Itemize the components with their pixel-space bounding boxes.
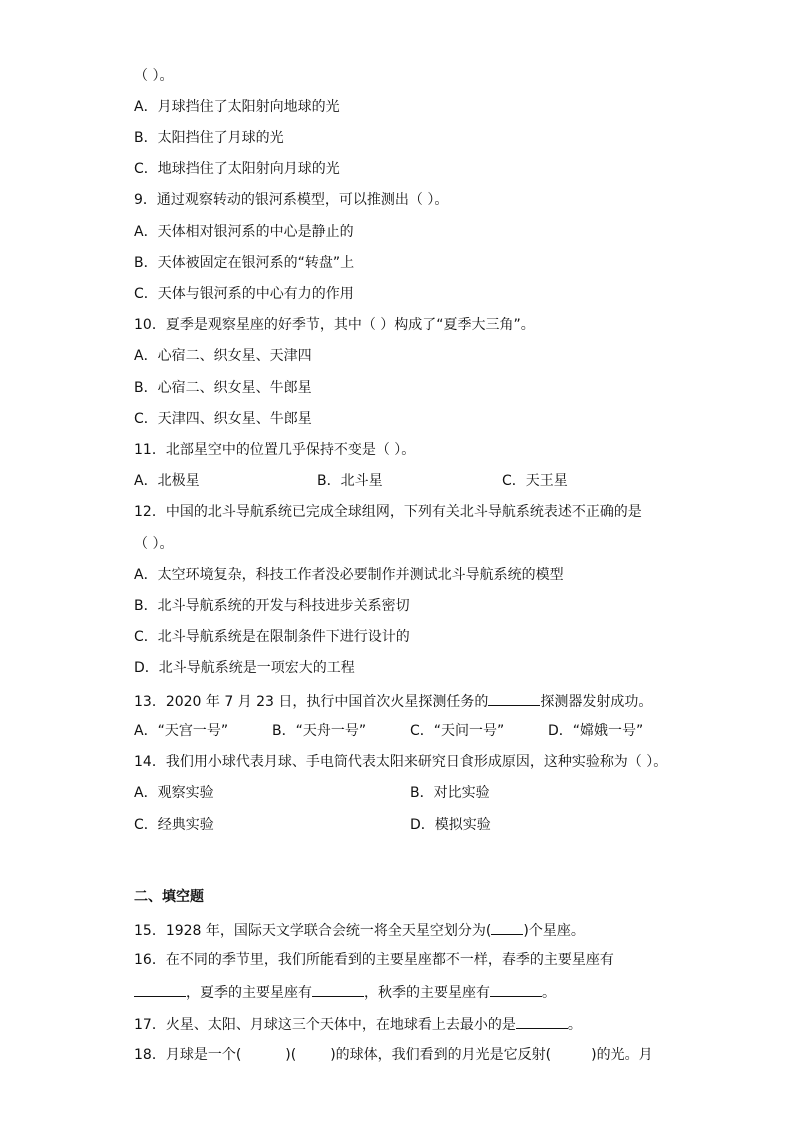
q16-spring-blank[interactable] bbox=[134, 980, 186, 997]
q14-option-c: C．经典实验 bbox=[134, 817, 214, 833]
q18-part2: )( bbox=[285, 1047, 297, 1063]
q16-mid2: ，秋季的主要星座有 bbox=[364, 985, 490, 1001]
q9-option-c: C．天体与银河系的中心有力的作用 bbox=[134, 286, 354, 302]
q8-option-a: A．月球挡住了太阳射向地球的光 bbox=[134, 99, 340, 115]
q13-option-d: D．“嫦娥一号” bbox=[548, 723, 644, 739]
q16-summer-blank[interactable] bbox=[312, 980, 364, 997]
q11-stem: 11．北部星空中的位置几乎保持不变是（ ）。 bbox=[134, 442, 416, 458]
q14-stem: 14．我们用小球代表月球、手电筒代表太阳来研究日食形成原因，这种实验称为（ ）。 bbox=[134, 754, 668, 770]
q18-part1: 18．月球是一个( bbox=[134, 1047, 242, 1063]
q18-blank-3[interactable] bbox=[551, 1043, 591, 1059]
q17-answer-blank[interactable] bbox=[516, 1012, 568, 1029]
q11-options bbox=[134, 470, 654, 492]
q16-autumn-blank[interactable] bbox=[490, 980, 542, 997]
q8-tail: （ ）。 bbox=[134, 68, 174, 84]
q13-option-b: B．“天舟一号” bbox=[272, 723, 367, 739]
q9-stem: 9．通过观察转动的银河系模型，可以推测出（ ）。 bbox=[134, 192, 449, 208]
q9-option-a: A．天体相对银河系的中心是静止的 bbox=[134, 224, 354, 240]
q15-stem bbox=[134, 918, 585, 940]
q12-option-d: D．北斗导航系统是一项宏大的工程 bbox=[134, 660, 355, 676]
q12-option-b: B．北斗导航系统的开发与科技进步关系密切 bbox=[134, 598, 410, 614]
q18-part3: )的球体，我们看到的月光是它反射( bbox=[330, 1047, 552, 1063]
q14-options-row2 bbox=[134, 814, 654, 836]
q10-stem: 10．夏季是观察星座的好季节，其中（ ）构成了“夏季大三角”。 bbox=[134, 317, 535, 333]
q13-stem-before: 13．2020 年 7 月 23 日，执行中国首次火星探测任务的 bbox=[134, 694, 489, 710]
q10-option-b: B．心宿二、织女星、牛郎星 bbox=[134, 380, 312, 396]
q13-options bbox=[134, 720, 654, 742]
q11-option-c: C．天王星 bbox=[502, 473, 568, 489]
q16-end: 。 bbox=[542, 985, 556, 1001]
q15-after: )个星座。 bbox=[523, 923, 585, 939]
q14-option-a: A．观察实验 bbox=[134, 785, 214, 801]
q12-option-a: A．太空环境复杂，科技工作者没必要制作并测试北斗导航系统的模型 bbox=[134, 567, 564, 583]
section-fill-in-title: 二、填空题 bbox=[134, 889, 204, 905]
q11-option-b: B．北斗星 bbox=[317, 473, 383, 489]
q17-end: 。 bbox=[567, 1017, 582, 1033]
q10-option-a: A．心宿二、织女星、天津四 bbox=[134, 348, 312, 364]
q18-part4: )的光。月 bbox=[591, 1047, 653, 1063]
q14-options-row1 bbox=[134, 782, 654, 804]
q11-option-a: A．北极星 bbox=[134, 473, 200, 489]
q15-before: 15．1928 年，国际天文学联合会统一将全天星空划分为( bbox=[134, 923, 492, 939]
q9-option-b: B．天体被固定在银河系的“转盘”上 bbox=[134, 255, 355, 271]
q18-blank-1[interactable] bbox=[241, 1043, 285, 1059]
q15-answer-blank[interactable] bbox=[491, 918, 523, 935]
q12-stem: 12．中国的北斗导航系统已完成全球组网，下列有关北斗导航系统表述不正确的是 bbox=[134, 504, 642, 520]
q17-before: 17．火星、太阳、月球这三个天体中，在地球看上去最小的是 bbox=[134, 1017, 516, 1033]
q16-line2 bbox=[134, 980, 556, 1002]
q14-option-b: B．对比实验 bbox=[410, 785, 490, 801]
q17-stem bbox=[134, 1012, 582, 1034]
q13-option-a: A．“天宫一号” bbox=[134, 723, 229, 739]
q16-mid1: ，夏季的主要星座有 bbox=[186, 985, 312, 1001]
q14-option-d: D．模拟实验 bbox=[410, 817, 491, 833]
q8-option-b: B．太阳挡住了月球的光 bbox=[134, 130, 284, 146]
q13-option-c: C．“天问一号” bbox=[410, 723, 505, 739]
q13-stem-after: 探测器发射成功。 bbox=[540, 694, 653, 710]
q10-option-c: C．天津四、织女星、牛郎星 bbox=[134, 411, 312, 427]
q18-blank-2[interactable] bbox=[296, 1043, 330, 1059]
q13-stem bbox=[134, 689, 652, 711]
q8-option-c: C．地球挡住了太阳射向月球的光 bbox=[134, 161, 340, 177]
q18-stem bbox=[134, 1043, 653, 1065]
q12-tail: （ ）。 bbox=[134, 536, 174, 552]
q13-answer-blank[interactable] bbox=[488, 689, 540, 706]
q16-line1: 16．在不同的季节里，我们所能看到的主要星座都不一样，春季的主要星座有 bbox=[134, 952, 614, 968]
q12-option-c: C．北斗导航系统是在限制条件下进行设计的 bbox=[134, 629, 410, 645]
